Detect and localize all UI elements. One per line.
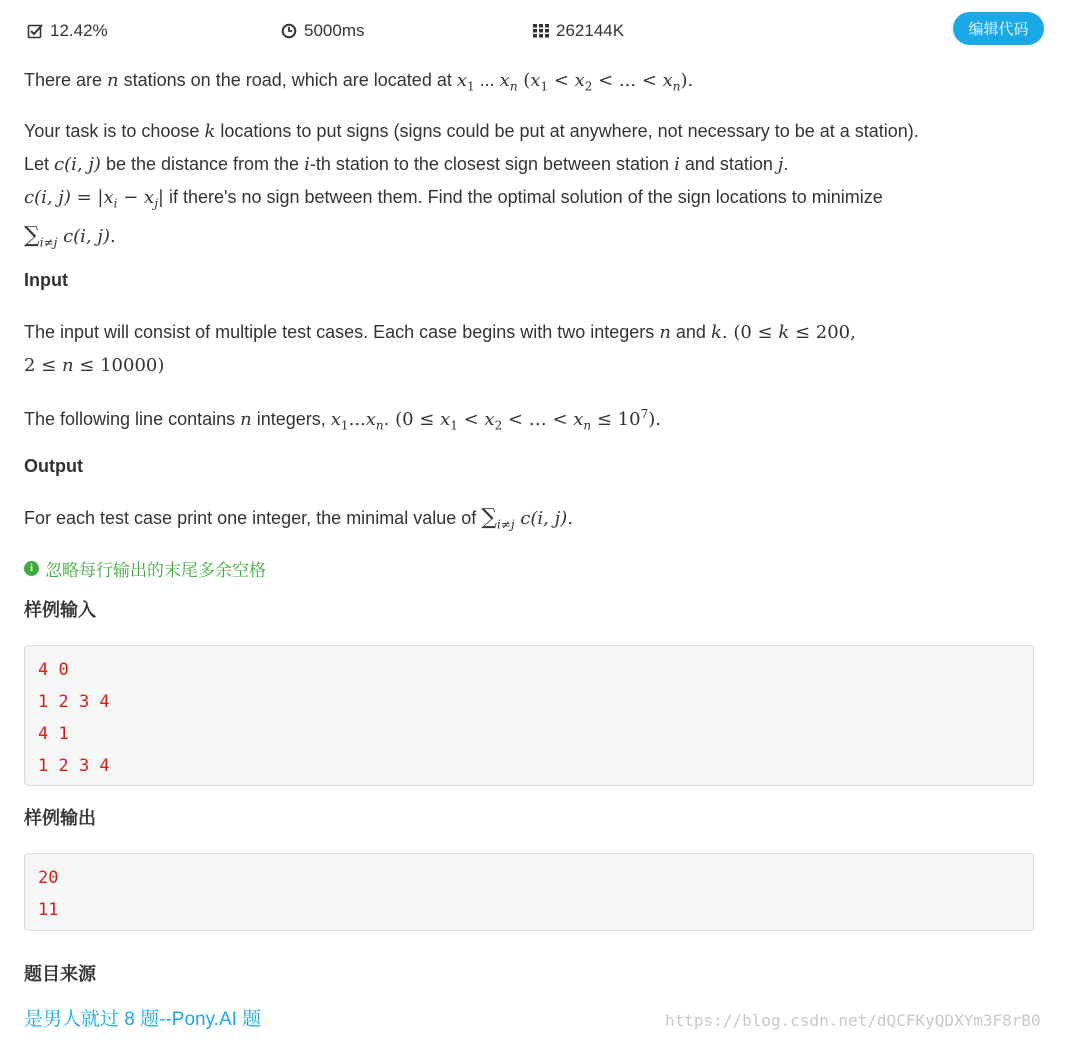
math-var: k — [710, 322, 722, 343]
code-line: 11 — [38, 900, 59, 920]
math-sub: n — [672, 79, 681, 94]
math-var: x — [365, 409, 376, 430]
text: integers, — [251, 409, 331, 429]
math-expr: c(i, j) — [54, 154, 101, 175]
output-description — [24, 502, 1044, 541]
math-text: < — [548, 70, 575, 91]
text: . — [783, 154, 789, 174]
math-expr: c(i, j). — [57, 225, 116, 247]
math-var: i — [674, 154, 680, 175]
math-var: x — [662, 70, 673, 91]
text: There are — [24, 70, 108, 90]
watermark: https://blog.csdn.net/dQCFKyQDXYm3F8rB0 — [665, 1011, 1041, 1030]
math-var: j — [777, 154, 784, 175]
math-text: ). — [680, 70, 694, 91]
math-var: x — [440, 409, 451, 430]
math-text: ≤ 10000) — [73, 355, 165, 376]
math-var: n — [61, 355, 74, 376]
math-text: < — [457, 409, 485, 430]
code-line: 4 0 — [38, 660, 69, 680]
edit-code-button[interactable]: 编辑代码 — [953, 12, 1044, 45]
math-text: ). — [648, 409, 661, 430]
math-sub: i — [113, 196, 118, 211]
math-var: x — [456, 70, 467, 91]
output-heading: Output — [24, 456, 83, 476]
sample-output-box — [24, 853, 1034, 931]
code-line: 20 — [38, 868, 59, 888]
math-text: ( — [517, 70, 531, 91]
problem-stats — [24, 0, 1044, 62]
math-text: < ... < — [592, 70, 663, 91]
input-description-2 — [24, 398, 1044, 442]
math-var: n — [107, 70, 119, 91]
math-text: . (0 ≤ — [383, 409, 441, 430]
math-expr: c(i, j). — [514, 508, 573, 529]
math-var: k — [204, 121, 216, 142]
text: and — [670, 322, 711, 342]
math-sub: i≠j — [496, 517, 515, 532]
text: Your task is to choose — [24, 121, 205, 141]
clock-icon — [280, 22, 298, 40]
math-var: x — [574, 70, 585, 91]
description-paragraph-2 — [24, 115, 1044, 258]
sample-input-box — [24, 645, 1034, 786]
math-sub: 1 — [467, 79, 475, 94]
math-sub: 1 — [450, 418, 458, 433]
ac-rate-stat — [26, 21, 108, 41]
math-text: ... — [348, 409, 366, 430]
math-sub: 2 — [494, 418, 503, 433]
description-paragraph-1 — [24, 64, 1044, 103]
time-limit-value: 5000ms — [304, 21, 365, 40]
math-text: ≤ 200, — [789, 322, 856, 343]
grid-icon — [532, 22, 550, 40]
math-var: k — [778, 322, 790, 343]
memory-limit-value: 262144K — [556, 21, 625, 40]
math-var: x — [573, 409, 584, 430]
text: Let — [24, 154, 55, 174]
memory-limit-stat — [532, 21, 624, 41]
math-sub: j — [154, 196, 158, 211]
math-sub: n — [509, 79, 518, 94]
math-sub: n — [583, 418, 592, 433]
ac-rate-value: 12.42% — [50, 21, 108, 40]
time-limit-stat — [280, 21, 364, 41]
math-text: ≤ 10 — [591, 409, 641, 430]
input-heading: Input — [24, 270, 68, 290]
math-sub: 1 — [540, 79, 549, 94]
output-hint — [24, 556, 1044, 580]
math-text: 2 ≤ — [24, 355, 62, 376]
math-sub: 1 — [340, 418, 349, 433]
math-text: < … < — [502, 409, 574, 430]
source-heading: 题目来源 — [24, 964, 96, 984]
math-var: x — [484, 409, 495, 430]
math-var: x — [530, 70, 541, 91]
math-text: . (0 ≤ — [721, 322, 779, 343]
input-description — [24, 316, 1044, 382]
math-sub: 2 — [584, 79, 593, 94]
code-line: 1 2 3 4 — [38, 692, 110, 712]
info-icon: i — [24, 561, 39, 576]
sample-input-heading: 样例输入 — [24, 600, 96, 620]
math-expr: − x — [117, 187, 155, 208]
math-var: n — [659, 322, 671, 343]
text: stations on the road, which are located at — [118, 70, 457, 90]
text: -th station to the closest sign between station — [309, 154, 675, 174]
math-var: x — [330, 409, 341, 430]
text: The input will consist of multiple test cases. Each case begins with two integers — [24, 322, 660, 342]
text: locations to put signs (signs could be put at anywhere, not necessary to be at a station). — [215, 121, 919, 141]
text: For each test case print one integer, the minimal value of — [24, 508, 482, 528]
math-var: x — [499, 70, 510, 91]
math-expr: c(i, j) = |x — [24, 187, 114, 208]
math-text: | — [157, 187, 164, 208]
text: if there's no sign between them. Find the optimal solution of the sign locations to minimize — [164, 187, 883, 207]
code-line: 4 1 — [38, 724, 69, 744]
code-line: 1 2 3 4 — [38, 756, 110, 776]
sum-symbol: ∑ — [24, 222, 40, 248]
math-sub: n — [375, 418, 384, 433]
hint-text: 忽略每行输出的末尾多余空格 — [45, 560, 266, 580]
source-link[interactable]: 是男人就过 8 题--Pony.AI 题 — [24, 1009, 262, 1030]
math-var: i — [304, 154, 310, 175]
math-var: n — [240, 409, 252, 430]
math-sub: i≠j — [39, 235, 58, 250]
text: and station — [679, 154, 778, 174]
math-sup: 7 — [640, 407, 649, 421]
sample-output-heading: 样例输出 — [24, 808, 96, 828]
checkbox-icon — [26, 22, 44, 40]
sum-symbol: ∑ — [481, 505, 497, 530]
text: be the distance from the — [100, 154, 305, 174]
text: ... — [474, 70, 500, 90]
text: The following line contains — [24, 409, 241, 429]
